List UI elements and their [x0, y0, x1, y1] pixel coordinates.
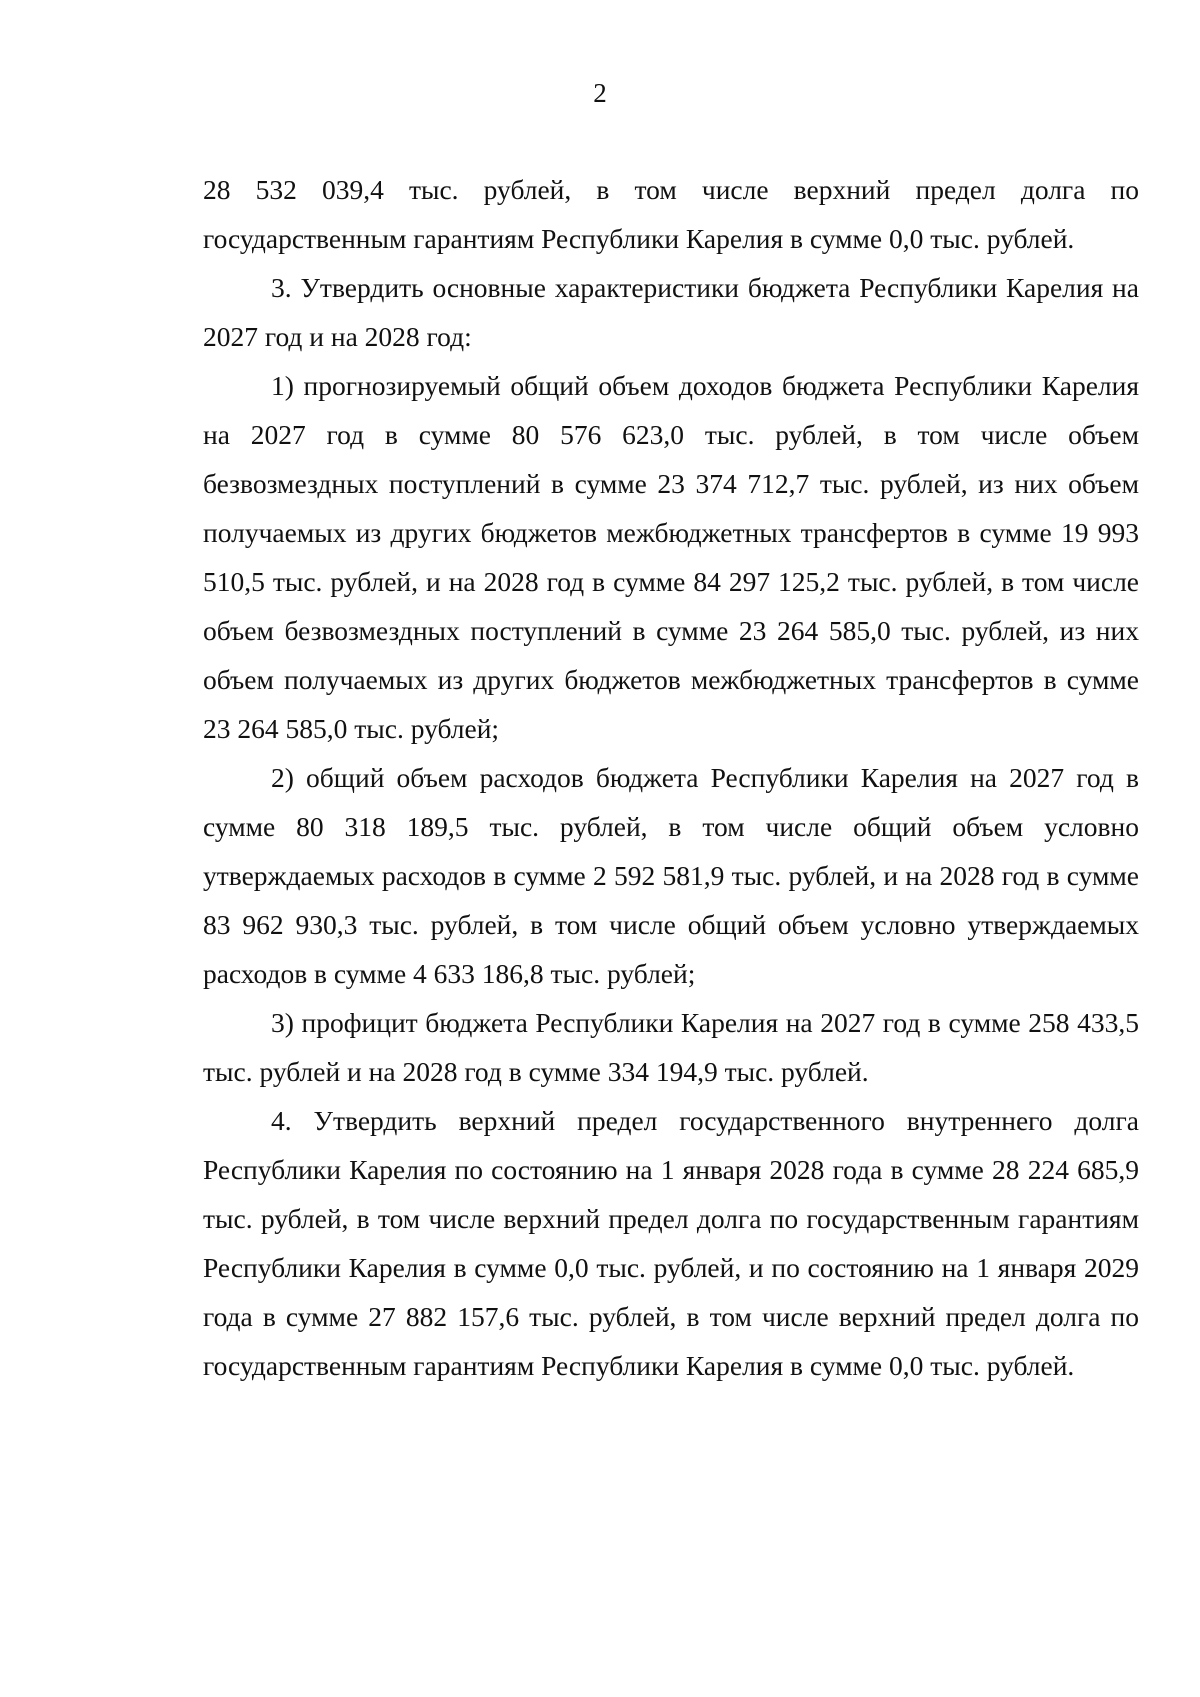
page-number: 2 — [593, 78, 607, 108]
paragraph-subitem-2-expenditure: 2) общий объем расходов бюджета Республики Карелия на 2027 год в сумме 80 318 189,5 тыс. рублей, в том числе общий объем условно утверждаемых расходов в сумме 2 592 581,9 тыс. рублей, и на 2028 год в сумме 83 962 930,3 тыс. рублей, в том числе общий объем условно утверждаемых расходов в сумме 4 633 186,8 тыс. рублей; — [203, 762, 1139, 989]
paragraph-item-4: 4. Утвердить верхний предел государственного внутреннего долга Республики Карелия по состоянию на 1 января 2028 года в сумме 28 224 685,9 тыс. рублей, в том числе верхний предел долга по государственным гарантиям Республики Карелия в сумме 0,0 тыс. рублей, и по состоянию на 1 января 2029 года в сумме 27 882 157,6 тыс. рублей, в том числе верхний предел долга по государственным гарантиям Республики Карелия в сумме 0,0 тыс. рублей. — [203, 1105, 1139, 1381]
paragraph-subitem-3-surplus: 3) профицит бюджета Республики Карелия на 2027 год в сумме 258 433,5 тыс. рублей и на 2028 год в сумме 334 194,9 тыс. рублей. — [203, 1007, 1139, 1087]
paragraph-debt-continuation: 28 532 039,4 тыс. рублей, в том числе верхний предел долга по государственным гарантиям Республики Карелия в сумме 0,0 тыс. рублей. — [203, 174, 1139, 254]
document-body — [203, 165, 1139, 1390]
paragraph-item-3: 3. Утвердить основные характеристики бюджета Республики Карелия на 2027 год и на 2028 год: — [203, 272, 1139, 352]
paragraph-subitem-1-revenue: 1) прогнозируемый общий объем доходов бюджета Республики Карелия на 2027 год в сумме 80 576 623,0 тыс. рублей, в том числе объем безвозмездных поступлений в сумме 23 374 712,7 тыс. рублей, из них объем получаемых из других бюджетов межбюджетных трансфертов в сумме 19 993 510,5 тыс. рублей, и на 2028 год в сумме 84 297 125,2 тыс. рублей, в том числе объем безвозмездных поступлений в сумме 23 264 585,0 тыс. рублей, из них объем получаемых из других бюджетов межбюджетных трансфертов в сумме 23 264 585,0 тыс. рублей; — [203, 370, 1139, 744]
